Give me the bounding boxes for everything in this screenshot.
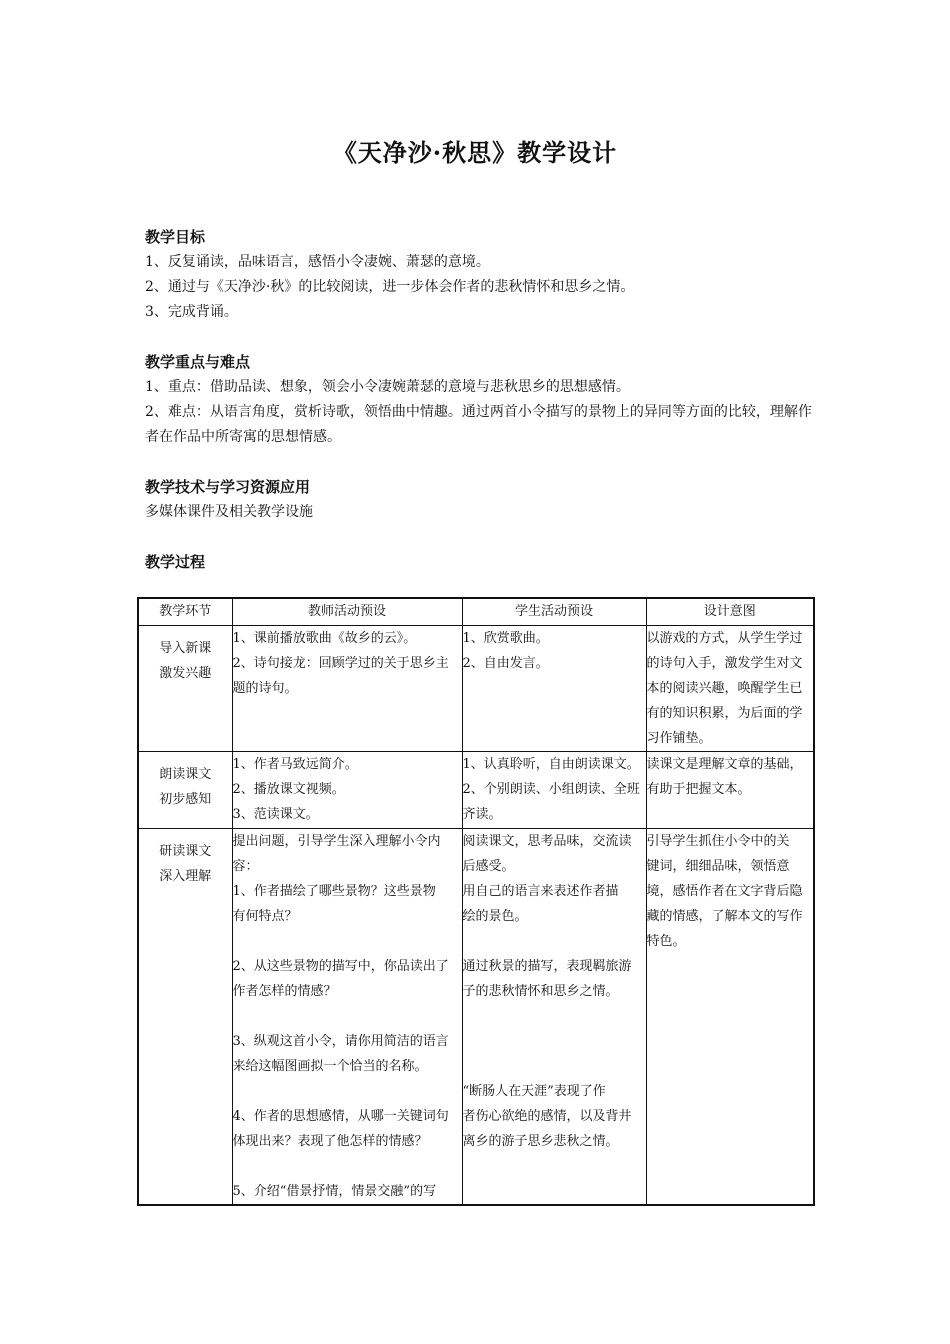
intent-cell (646, 752, 814, 829)
cell-line: 研读课文 (159, 844, 212, 859)
cell-line: 键词，细细品味，领悟意 (646, 859, 790, 874)
page-title: 《天净沙·秋思》教学设计 (332, 138, 618, 167)
stage-cell (138, 752, 232, 829)
table-row (138, 752, 814, 829)
cell-line: 3、范读课文。 (232, 807, 319, 822)
column-header: 教师活动预设 (232, 598, 462, 626)
key-points-section (145, 350, 815, 450)
cell-line: 体现出来？表现了他怎样的情感？ (232, 1134, 428, 1149)
cell-line: 3、纵观这首小令，请你用简洁的语言 (232, 1034, 449, 1049)
objective-item: 3、完成背诵。 (145, 304, 238, 320)
student-cell (462, 752, 646, 829)
cell-line: 深入理解 (159, 869, 212, 884)
column-header: 设计意图 (646, 598, 814, 626)
column-header: 教学环节 (138, 598, 232, 626)
tech-text: 多媒体课件及相关教学设施 (145, 504, 313, 520)
cell-line: 1、课前播放歌曲《故乡的云》。 (232, 631, 417, 646)
tech-section (145, 475, 815, 525)
key-point-item: 2、难点：从语言角度，赏析诗歌，领悟曲中情趣。通过两首小令描写的景物上的异同等方面的比较，理解作者在作品中所寄寓的思想情感。 (145, 404, 812, 445)
tech-heading: 教学技术与学习资源应用 (145, 478, 311, 496)
cell-line: 阅读课文，思考品味，交流读 (462, 834, 632, 849)
student-cell (462, 829, 646, 1206)
key-points-heading: 教学重点与难点 (145, 353, 251, 371)
cell-line: 习作铺垫。 (646, 731, 712, 746)
cell-gap (463, 1054, 646, 1079)
cell-line: “断肠人在天涯”表现了作 (462, 1084, 606, 1099)
cell-line: 5、介绍“借景抒情，情景交融”的写 (232, 1184, 437, 1199)
cell-line: 者伤心欲绝的感情，以及背井 (462, 1109, 632, 1124)
intent-cell (646, 626, 814, 752)
cell-line: 离乡的游子思乡悲秋之情。 (462, 1134, 619, 1149)
cell-line: 后感受。 (462, 859, 515, 874)
cell-line: 1、作者描绘了哪些景物？这些景物 (232, 884, 436, 899)
cell-line: 1、作者马致远简介。 (232, 757, 358, 772)
cell-line: 初步感知 (159, 792, 212, 807)
cell-line: 通过秋景的描写，表现羁旅游 (462, 959, 632, 974)
table-row (138, 626, 814, 752)
objectives-section (145, 225, 815, 325)
cell-gap (233, 929, 462, 954)
objectives-heading: 教学目标 (145, 228, 206, 246)
cell-line: 特色。 (646, 934, 686, 949)
cell-gap (463, 929, 646, 954)
cell-line: 来给这幅图画拟一个恰当的名称。 (232, 1059, 428, 1074)
cell-line: 齐读。 (462, 807, 502, 822)
cell-line: 朗读课文 (159, 767, 212, 782)
cell-gap (233, 1079, 462, 1104)
cell-gap (463, 1029, 646, 1054)
cell-line: 作者怎样的情感？ (232, 984, 337, 999)
cell-line: 1、欣赏歌曲。 (462, 631, 549, 646)
teacher-cell (232, 752, 462, 829)
cell-line: 子的悲秋情怀和思乡之情。 (462, 984, 619, 999)
cell-line: 2、从这些景物的描写中，你品读出了 (232, 959, 449, 974)
cell-line: 有助于把握文本。 (646, 782, 751, 797)
key-point-item: 1、重点：借助品读、想象，领会小令凄婉萧瑟的意境与悲秋思乡的思想感情。 (145, 379, 630, 395)
stage-cell (138, 829, 232, 1206)
cell-line: 1、认真聆听，自由朗读课文。 (462, 757, 640, 772)
cell-line: 以游戏的方式，从学生学过 (646, 631, 803, 646)
cell-line: 有何特点？ (232, 909, 298, 924)
teacher-cell (232, 829, 462, 1206)
column-header: 学生活动预设 (462, 598, 646, 626)
cell-gap (233, 1154, 462, 1179)
cell-line: 绘的景色。 (462, 909, 528, 924)
cell-line: 有的知识积累，为后面的学 (646, 706, 803, 721)
stage-cell (138, 626, 232, 752)
cell-line: 题的诗句。 (232, 681, 298, 696)
intent-cell (646, 829, 814, 1206)
cell-gap (233, 1004, 462, 1029)
cell-line: 境，感悟作者在文字背后隐 (646, 884, 803, 899)
teacher-cell (232, 626, 462, 752)
cell-gap (463, 1004, 646, 1029)
objective-item: 2、通过与《天净沙·秋》的比较阅读，进一步体会作者的悲秋情怀和思乡之情。 (145, 279, 635, 295)
cell-line: 2、自由发言。 (462, 656, 549, 671)
cell-line: 的诗句入手，激发学生对文 (646, 656, 803, 671)
cell-line: 2、个别朗读、小组朗读、全班 (462, 782, 640, 797)
process-heading: 教学过程 (145, 553, 206, 571)
cell-line: 激发兴趣 (159, 666, 212, 681)
cell-line: 提出问题，引导学生深入理解小令内 (232, 834, 441, 849)
student-cell (462, 626, 646, 752)
cell-line: 4、作者的思想感情，从哪一关键词句 (232, 1109, 449, 1124)
cell-line: 本的阅读兴趣，唤醒学生已 (646, 681, 803, 696)
cell-line: 藏的情感，了解本文的写作 (646, 909, 803, 924)
objective-item: 1、反复诵读，品味语言，感悟小令凄婉、萧瑟的意境。 (145, 254, 490, 270)
table-row (138, 829, 814, 1206)
process-table (137, 597, 815, 1206)
process-section (145, 550, 815, 575)
cell-line: 引导学生抓住小令中的关 (646, 834, 790, 849)
cell-line: 导入新课 (159, 641, 212, 656)
cell-line: 用自己的语言来表述作者描 (462, 884, 619, 899)
table-header-row (138, 598, 814, 626)
cell-line: 2、播放课文视频。 (232, 782, 345, 797)
cell-line: 容： (232, 859, 259, 874)
cell-line: 读课文是理解文章的基础， (646, 757, 803, 772)
cell-line: 2、诗句接龙：回顾学过的关于思乡主 (232, 656, 449, 671)
